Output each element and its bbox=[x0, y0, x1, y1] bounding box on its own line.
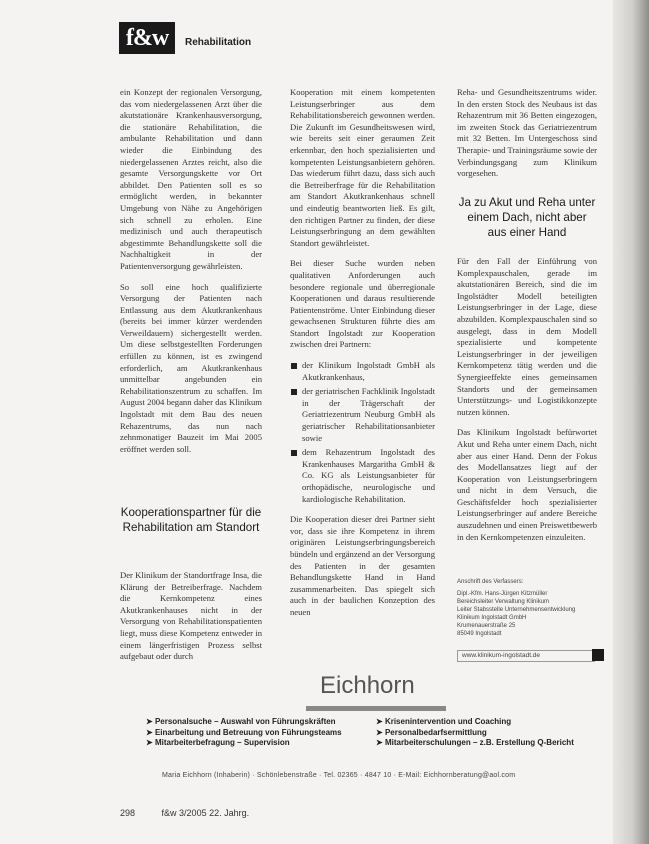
text-column-1-lower bbox=[120, 570, 262, 672]
ad-item: ➤ Mitarbeiterschulungen – z.B. Erstellung Q-Bericht bbox=[376, 738, 574, 747]
author-label: Anschrift des Verfassers: bbox=[457, 579, 524, 585]
author-line: Bereichsleiter Verwaltung Klinikum bbox=[457, 599, 550, 605]
black-square-marker bbox=[592, 649, 604, 661]
section-title: Rehabilitation bbox=[185, 37, 252, 48]
ad-contact-line: Maria Eichhorn (Inhaberin) · Schönlebenstraße · Tel. 02365 · 4847 10 · E-Mail: Eichhornberatung@aol.com bbox=[162, 772, 516, 779]
paragraph: So soll eine hoch qualifizierte Versorgung der Patienten nach Entlassung aus dem Akutkrankenhaus (bereits bei immer kürzer werdenden Verweildauern) sichergestellt werden. Um diese selbstgestellten Forderungen erfüllen zu können, ist es zwingend erforderlich, am Akutkrankenhaus unmittelbar angebunden ein Rehabilitationszentrum zu schaffen. Im August 2004 begann daher das Klinikum Ingolstadt mit dem Bau des neuen Rehazentrums, das nun nach zehnmonatiger Bauzeit im Mai 2005 eröffnet werden soll. bbox=[120, 281, 262, 454]
website-link[interactable]: www.klinikum-ingolstadt.de bbox=[457, 650, 595, 662]
paragraph: Für den Fall der Einführung von Komplexpauschalen, gerade im akutstationären Bereich, sind die im Ingolstädter Modell beteiligten Leistungserbringer in der Lage, diese abzubilden. Komplexpauschalen sind so ausgelegt, dass in dem Modell spezialisierte und kompetente Leistungserbringer in der jeweiligen Kernkompetenz tätig werden und die Synergieeffekte eines gemeinsamen Standorts und der gemeinsamen Unterstützungs- und Logistikkonzepte nutzen können. bbox=[457, 256, 597, 417]
subheading: Ja zu Akut und Reha unter einem Dach, nicht aber aus einer Hand bbox=[458, 196, 596, 239]
text-column-3-lower bbox=[457, 256, 597, 552]
issue-info: f&w 3/2005 22. Jahrg. bbox=[161, 808, 250, 818]
page-number: 298 bbox=[120, 808, 136, 818]
paragraph: ein Konzept der regionalen Versorgung, das vom niedergelassenen Arzt über die akutstationäre Krankenhausversorgung, die stationäre Rehabilitation, die ambulante Rehabilitation und dann wieder die Einbindung des niedergelassenen Arztes reicht, also die gesamte Versorgungskette vor Ort abbildet. Den Patienten soll es so ermöglicht werden, in bekannter Umgebung von Nähe zu Angehörigen sich schnell zu erholen. Eine medizinisch und auch therapeutisch abgestimmte Behandlungskette soll die Nachhaltigkeit in der Patientenversorgung gewährleisten. bbox=[120, 87, 262, 271]
partner-list bbox=[290, 360, 435, 505]
subheading-kooperationspartner bbox=[120, 505, 262, 535]
subheading-akut-reha bbox=[457, 195, 597, 240]
ad-item: ➤ Mitarbeiterbefragung – Supervision bbox=[146, 738, 290, 747]
ad-item: ➤ Personalsuche – Auswahl von Führungskräften bbox=[146, 717, 336, 726]
ad-tagline-bar bbox=[306, 706, 446, 711]
text-column-2 bbox=[290, 87, 435, 628]
author-address bbox=[457, 578, 607, 638]
ad-item: ➤ Krisenintervention und Coaching bbox=[376, 717, 512, 726]
list-item: der geriatrischen Fachklinik Ingolstadt in der Trägerschaft der Geriatriezentrum Neuburg GmbH als geriatrischer Rehabilitationsanbieter sowie bbox=[290, 386, 435, 444]
text-column-1 bbox=[120, 87, 262, 464]
list-item: dem Rehazentrum Ingolstadt des Krankenhauses Margaritha GmbH & Co. KG als Leistungsanbieter für orthopädische, neurologische und kardiologische Rehabilitation. bbox=[290, 447, 435, 505]
magazine-logo: f&w bbox=[119, 22, 175, 54]
text-column-3 bbox=[457, 87, 597, 189]
paragraph: Das Klinikum Ingolstadt befürwortet Akut und Reha unter einem Dach, nicht aber aus einer Hand. Denn der Fokus des Modellansatzes liegt auf der Kooperation von Leistungserbringern und nicht in dem Versuch, die Geschäftsfelder hoch spezialisierter Leistungserbringer auf andere Bereiche auszudehnen und einen Preiswettbewerb in den Kernkompetenzen einzuleiten. bbox=[457, 427, 597, 542]
ad-item: ➤ Einarbeitung und Betreuung von Führungsteams bbox=[146, 727, 342, 737]
ad-services bbox=[146, 717, 606, 749]
paragraph: Reha- und Gesundheitszentrums wider. In den ersten Stock des Neubaus ist das Rehazentrum mit 36 Betten eingezogen, im zweiten Stock das Geriatriezentrum mit 32 Betten. Im Untergeschoss sind Therapie- und Trainingsräume sowie der Verbindungsgang zum Klinikum vorgesehen. bbox=[457, 87, 597, 179]
author-line: 85049 Ingolstadt bbox=[457, 631, 502, 637]
page-binding-shadow bbox=[613, 0, 649, 844]
author-line: Leiter Stabsstelle Unternehmensentwicklung bbox=[457, 607, 576, 613]
author-line: Klinikum Ingolstadt GmbH bbox=[457, 615, 527, 621]
paragraph: Kooperation mit einem kompetenten Leistungserbringer aus dem Rehabilitationsbereich gewonnen werden. Die Zukunft im Gesundheitswesen wird, wie bereits seit einer geraumen Zeit erkennbar, den hoch spezialisierten und kompetenten Leistungsanbietern gehören. Das wiederum führt dazu, dass sich auch die Betreiberfrage für die Rehabilitation am Standort Akutkrankenhaus schnell und eindeutig beantworten ließ. Es gilt, den richtigen Partner zu finden, der diese Leistungserbringung an dem gewählten Standort gewährleistet. bbox=[290, 87, 435, 248]
paragraph: Der Klinikum der Standortfrage Insa, die Klärung der Betreiberfrage. Nachdem die Kernkompetenz eines Akutkrankenhauses nicht in der Versorgung von Rehabilitationspatienten liegt, muss diese Kompetenz entweder in einem längerfristigen Prozess selbst aufgebaut oder durch bbox=[120, 570, 262, 662]
advertisement bbox=[120, 672, 605, 824]
page-footer bbox=[120, 808, 249, 818]
ad-brand-logo: Eichhorn bbox=[320, 672, 415, 699]
author-line: Dipl.-Kfm. Hans-Jürgen Kitzmüller bbox=[457, 591, 548, 597]
list-item: der Klinikum Ingolstadt GmbH als Akutkrankenhaus, bbox=[290, 360, 435, 383]
author-line: Krumenauerstraße 25 bbox=[457, 623, 516, 629]
ad-item: ➤ Personalbedarfsermittlung bbox=[376, 727, 487, 737]
paragraph: Bei dieser Suche wurden neben qualitativen Anforderungen auch besondere regionale und überregionale Kooperationen und daraus resultierende Patientenströme. Unter Einbindung dieser gewachsenen Strukturen führte dies am Standort Ingolstadt zur Kooperation zwischen drei Partnern: bbox=[290, 258, 435, 350]
subheading: Kooperationspartner für die Rehabilitation am Standort bbox=[120, 506, 262, 534]
paragraph: Die Kooperation dieser drei Partner sieht vor, dass sie ihre Kompetenz in ihrem originären Leistungserbringungsbereich bündeln und ergänzend an der Versorgung des Patienten in der gesamten Behandlungskette Hand in Hand zusammenarbeiten. Das spiegelt sich auch in der baulichen Konzeption des neuen bbox=[290, 514, 435, 617]
